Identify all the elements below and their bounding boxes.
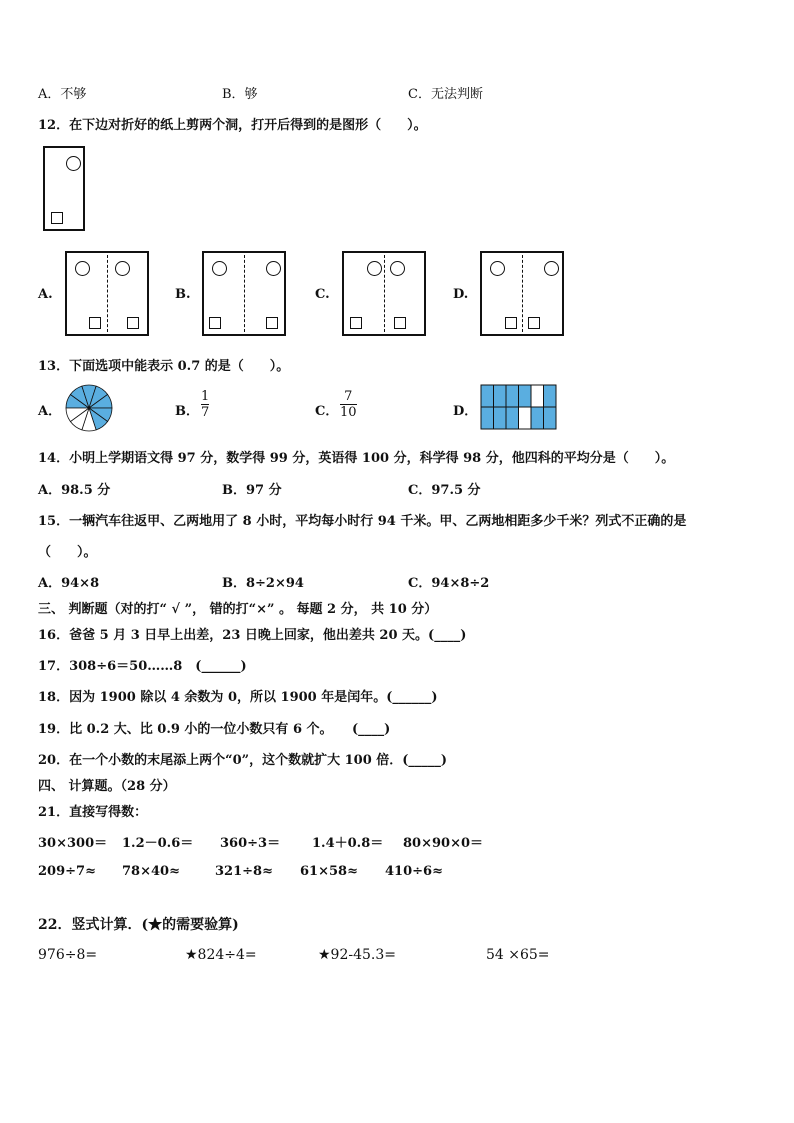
q12-stem: 12．在下边对折好的纸上剪两个洞，打开后得到的是图形（ ）。 (38, 118, 427, 133)
q13-grid-figure (480, 384, 558, 430)
grid-cell (506, 385, 519, 407)
grid-cell (531, 385, 544, 407)
q22-item: 976÷8= (38, 947, 98, 963)
q12-figure-c (342, 251, 426, 336)
q22-stem: 22．竖式计算．(★的需要验算) (38, 917, 239, 933)
q21-item: 1.2－0.6＝ (122, 836, 194, 851)
fraction-numerator: 7 (344, 389, 353, 404)
grid-cell (519, 407, 532, 429)
q22-item: 54 ×65= (486, 947, 550, 963)
q22-item: ★824÷4= (185, 947, 257, 963)
q15-option-b: B．8÷2×94 (222, 576, 304, 591)
q12-label-c: C. (315, 287, 330, 302)
folded-paper-figure (43, 146, 85, 231)
fraction-denominator: 7 (201, 405, 210, 420)
q19: 19．比 0.2 大、比 0.9 小的一位小数只有 6 个。 (____) (38, 722, 391, 737)
q20: 20．在一个小数的末尾添上两个“0”，这个数就扩大 100 倍．(_____) (38, 753, 448, 768)
q11-option-b: B．够 (222, 87, 258, 102)
q21-item: 410÷6≈ (385, 864, 443, 879)
circle-hole (66, 156, 81, 171)
q12-figure-d (480, 251, 564, 336)
q21-item: 80×90×0＝ (403, 836, 484, 851)
section-3-title: 三、 判断题（对的打“ √ ”， 错的打“×” 。 每题 2 分， 共 10 分） (38, 602, 438, 617)
q17: 17．308÷6＝50……8 (______) (38, 659, 247, 674)
q15-stem: 15．一辆汽车往返甲、乙两地用了 8 小时，平均每小时行 94 千米。甲、乙两地相距多少千米？列式不正确的是 (38, 514, 687, 529)
grid-cell (531, 407, 544, 429)
q21-item: 1.4＋0.8＝ (312, 836, 384, 851)
square-hole (51, 212, 63, 224)
q21-item: 360÷3＝ (220, 836, 281, 851)
grid-cell (494, 407, 507, 429)
q13-fraction-c (340, 389, 357, 420)
q21-item: 321÷8≈ (215, 864, 273, 879)
q14-option-c: C．97.5 分 (408, 483, 481, 498)
q21-stem: 21．直接写得数： (38, 805, 148, 820)
grid-cell (481, 407, 494, 429)
grid-cell (481, 385, 494, 407)
fraction-numerator: 1 (201, 389, 210, 404)
q14-option-b: B．97 分 (222, 483, 282, 498)
q21-item: 78×40≈ (122, 864, 180, 879)
q14-option-a: A．98.5 分 (38, 483, 111, 498)
q11-option-a: A．不够 (38, 87, 87, 102)
q12-figure-b (202, 251, 286, 336)
q13-pie-figure (64, 383, 114, 433)
q13-label-d: D． (453, 404, 478, 419)
q15-stem-blank: （ ）。 (38, 545, 97, 560)
q13-label-a: A． (38, 404, 62, 419)
q16: 16．爸爸 5 月 3 日早上出差，23 日晚上回家，他出差共 20 天。(____) (38, 628, 467, 643)
grid-cell (544, 385, 557, 407)
q13-fraction-b (201, 389, 209, 420)
q22-item: ★92-45.3= (318, 947, 396, 963)
q15-option-a: A．94×8 (38, 576, 100, 591)
q21-item: 30×300＝ (38, 836, 108, 851)
grid-cell (494, 385, 507, 407)
q15-option-c: C．94×8÷2 (408, 576, 490, 591)
q12-label-b: B. (175, 287, 191, 302)
grid-cell (544, 407, 557, 429)
grid-cell (506, 407, 519, 429)
q21-item: 61×58≈ (300, 864, 358, 879)
q13-label-b: B． (175, 404, 199, 419)
fraction-denominator: 10 (340, 405, 357, 420)
grid-cell (519, 385, 532, 407)
q11-option-c: C．无法判断 (408, 87, 483, 102)
q13-label-c: C． (315, 404, 339, 419)
q12-label-d: D. (453, 287, 469, 302)
q12-figure-a (65, 251, 149, 336)
section-4-title: 四、 计算题。（28 分） (38, 779, 176, 794)
q14-stem: 14．小明上学期语文得 97 分，数学得 99 分，英语得 100 分，科学得 98 分，他四科的平均分是（ ）。 (38, 451, 675, 466)
q21-item: 209÷7≈ (38, 864, 96, 879)
q12-label-a: A. (38, 287, 53, 302)
q13-stem: 13．下面选项中能表示 0.7 的是（ ）。 (38, 359, 290, 374)
q18: 18．因为 1900 除以 4 余数为 0，所以 1900 年是闰年。(______) (38, 690, 438, 705)
